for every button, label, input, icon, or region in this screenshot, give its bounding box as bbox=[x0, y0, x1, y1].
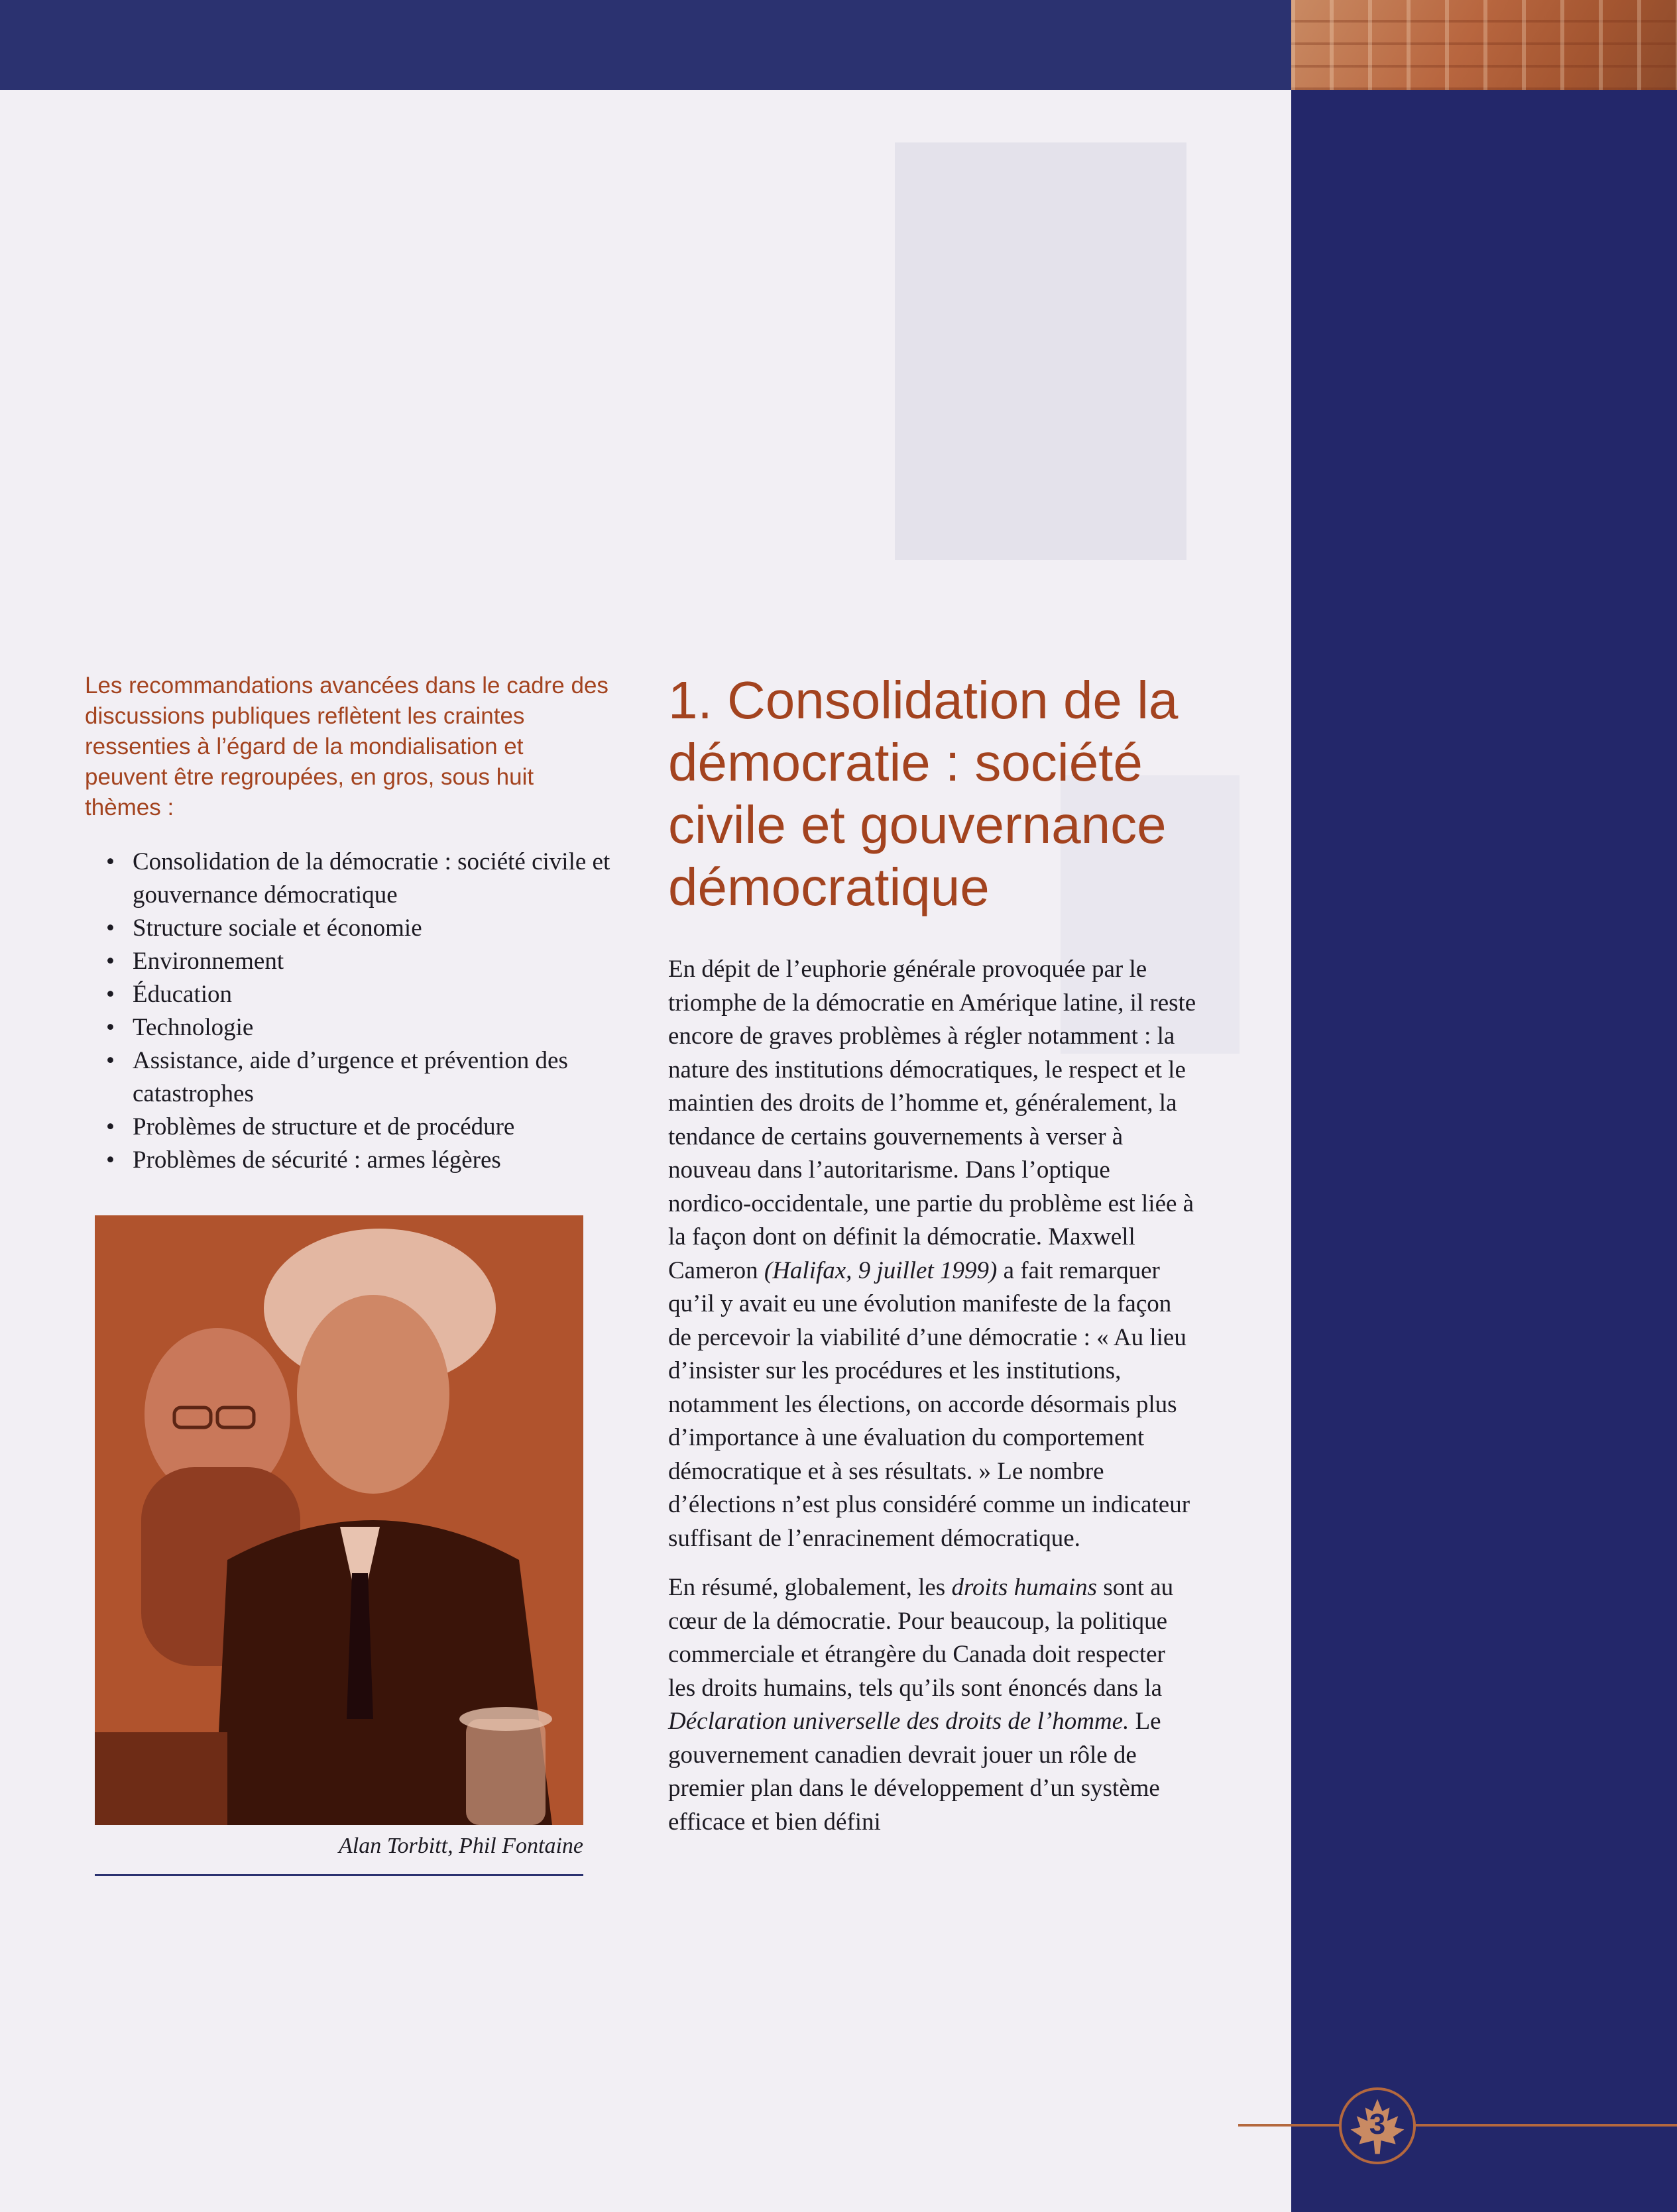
theme-item: • Problèmes de structure et de procédure bbox=[106, 1111, 616, 1144]
bleed-through-image bbox=[895, 142, 1186, 560]
paragraph-2-part-c: Le gouvernement canadien devrait jouer un rôle de premier plan dans le développement d’un système efficace et bien défini bbox=[668, 1708, 1161, 1836]
emphasis-droits-humains: droits humains bbox=[951, 1574, 1098, 1601]
theme-item: • Environnement bbox=[106, 945, 616, 978]
themes-list bbox=[106, 846, 616, 1177]
theme-item: • Technologie bbox=[106, 1011, 616, 1044]
theme-item: • Consolidation de la démocratie : société civile et gouvernance démocratique bbox=[106, 846, 616, 912]
theme-item: • Éducation bbox=[106, 978, 616, 1011]
top-band bbox=[0, 0, 1291, 90]
body-text bbox=[668, 953, 1198, 1855]
right-navy-column bbox=[1291, 90, 1677, 2212]
citation: (Halifax, 9 juillet 1999) bbox=[764, 1256, 998, 1284]
emphasis-declaration: Déclaration universelle des droits de l’homme. bbox=[668, 1708, 1129, 1735]
page-number-rule bbox=[1238, 2124, 1677, 2127]
paragraph-1-part-a: En dépit de l’euphorie générale provoquée par le triomphe de la démocratie en Amérique latine, il reste encore de graves problèmes à régler notamment : la nature des institutions démocratiques, le respect et le maintien des droits de l’homme et, généralement, la tendance de certains gouvernements à verser à nouveau dans l’autoritarisme. Dans l’optique nordico-occidentale, une partie du problème est liée à la façon dont on définit la démocratie. Maxwell Cameron bbox=[668, 956, 1196, 1284]
page-number: 3 bbox=[1369, 2108, 1386, 2140]
portrait-photo-drawing bbox=[95, 1215, 583, 1825]
paragraph-1 bbox=[668, 953, 1198, 1555]
section-heading: 1. Consolidation de la démocratie : société civile et gouvernance démocratique bbox=[668, 671, 1179, 916]
portrait-photo bbox=[95, 1215, 583, 1825]
decorative-copper-block bbox=[1291, 0, 1677, 90]
paragraph-2-part-a: En résumé, globalement, les bbox=[668, 1574, 946, 1601]
paragraph-1-part-b: a fait remarquer qu’il y avait eu une évolution manifeste de la façon de percevoir la viabilité d’une démocratie : « Au lieu d’insister sur les procédures et les institutions, notamment les élections, on accorde désormais plus d’importance à une évaluation du comportement démocratique et à ses résultats. » Le nombre d’élections n’est plus considéré comme un indicateur suffisant de l’enracinement démocratique. bbox=[668, 1256, 1190, 1552]
caption-rule bbox=[95, 1874, 583, 1876]
paragraph-2-part-b: sont au cœur de la démocratie. Pour beaucoup, la politique commerciale et étrangère du Canada doit respecter les droits humains, tels qu’ils sont énoncés dans la bbox=[668, 1574, 1174, 1702]
theme-item: • Problèmes de sécurité : armes légères bbox=[106, 1144, 616, 1177]
paragraph-2 bbox=[668, 1571, 1198, 1839]
intro-text: Les recommandations avancées dans le cadre des discussions publiques reflètent les craintes ressenties à l’égard de la mondialisation et peuvent être regroupées, en gros, sous huit thèmes : bbox=[85, 673, 608, 820]
photo-caption: Alan Torbitt, Phil Fontaine bbox=[339, 1834, 583, 1858]
theme-item: • Structure sociale et économie bbox=[106, 912, 616, 945]
theme-item: • Assistance, aide d’urgence et prévention des catastrophes bbox=[106, 1044, 616, 1111]
